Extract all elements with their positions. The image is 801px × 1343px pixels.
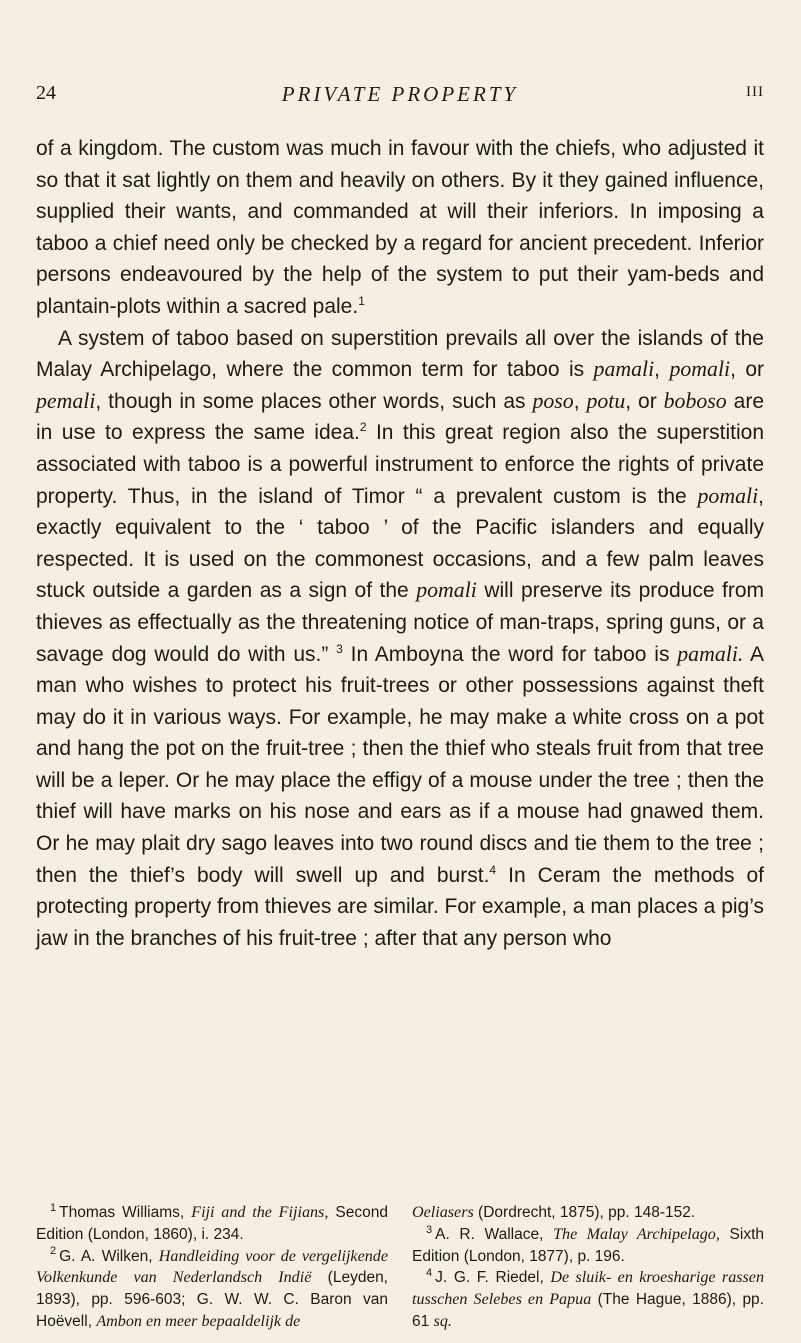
- page-header: [36, 82, 764, 112]
- footnote-4: $^4$ J. G. F. Riedel, De sluik- en kroesharige rassen tusschen Selebes en Papua (The Hague, 1886), pp. 61 sq.: [412, 1267, 765, 1330]
- paragraph-2: A system of taboo based on superstition prevails all over the islands of the Malay Archipelago, where the common term for taboo is pamali, pomali, or pemali, though in some places other words, such as poso, potu, or boboso are in use to express the same idea.$^2$ In this great region also the superstition associated with taboo is a powerful instrument to enforce the rights of private property. Thus, in the island of Timor “ a prevalent custom is the pomali, exactly equivalent to the ‘ taboo ’ of the Pacific islanders and equally respected. It is used on the commonest occasions, and a few palm leaves stuck outside a garden as a sign of the pomali will preserve its produce from thieves as effectually as the threatening notice of man-traps, spring guns, or a savage dog would do with us.” $^3$ In Amboyna the word for taboo is pamali. A man who wishes to protect his fruit-trees or other possessions against theft may do it in various ways. For example, he may make a white cross on a pot and hang the pot on the fruit-tree ; then the thief who steals fruit from that tree will be a leper. Or he may place the effigy of a mouse under the tree ; then the thief will have marks on his nose and ears as if a mouse had gnawed them. Or he may plait dry sago leaves into two round discs and tie them to the tree ; then the thief’s body will swell up and burst.$^4$ In Ceram the methods of protecting property from thieves are similar. For example, a man places a pig’s jaw in the branches of his fruit-tree ; after that any person who: [36, 326, 765, 950]
- footnote-1: $^1$ Thomas Williams, Fiji and the Fijians, Second Edition (London, 1860), i. 234.: [36, 1201, 388, 1243]
- section-number: III: [746, 84, 764, 100]
- footnotes: [36, 1202, 764, 1333]
- running-head: PRIVATE PROPERTY: [281, 82, 519, 106]
- footnote-2: $^2$ G. A. Wilken, Handleiding voor de vergelijkende Volkenkunde van Nederlandsch Indië (Leyden, 1893), pp. 596-603; G. W. W. C. Baron van Hoëvell, Ambon en meer bepaaldelijk de: [36, 1245, 388, 1330]
- footnote-ref-4: 4: [489, 862, 497, 877]
- footnote-column-left: [36, 1202, 388, 1333]
- paragraph-1: of a kingdom. The custom was much in favour with the chiefs, who adjusted it so that it sat lightly on them and heavily on others. By it they gained influence, supplied their wants, and commanded at will their inferiors. In imposing a taboo a chief need only be checked by a regard for ancient precedent. Inferior persons endeavoured by the help of the system to put their yam-beds and plantain-plots within a sacred pale.$^1$: [36, 137, 764, 318]
- footnote-ref-1: 1: [358, 293, 365, 308]
- footnote-ref-3: 3: [336, 641, 343, 656]
- footnote-2-continued: Oeliasers (Dordrecht, 1875), pp. 148-152.: [412, 1204, 696, 1221]
- page-number: 24: [36, 82, 56, 104]
- main-text: [36, 133, 764, 954]
- footnote-3: $^3$ A. R. Wallace, The Malay Archipelago, Sixth Edition (London, 1877), p. 196.: [412, 1223, 764, 1265]
- footnote-column-right: [412, 1202, 764, 1333]
- footnote-ref-2: 2: [359, 420, 367, 435]
